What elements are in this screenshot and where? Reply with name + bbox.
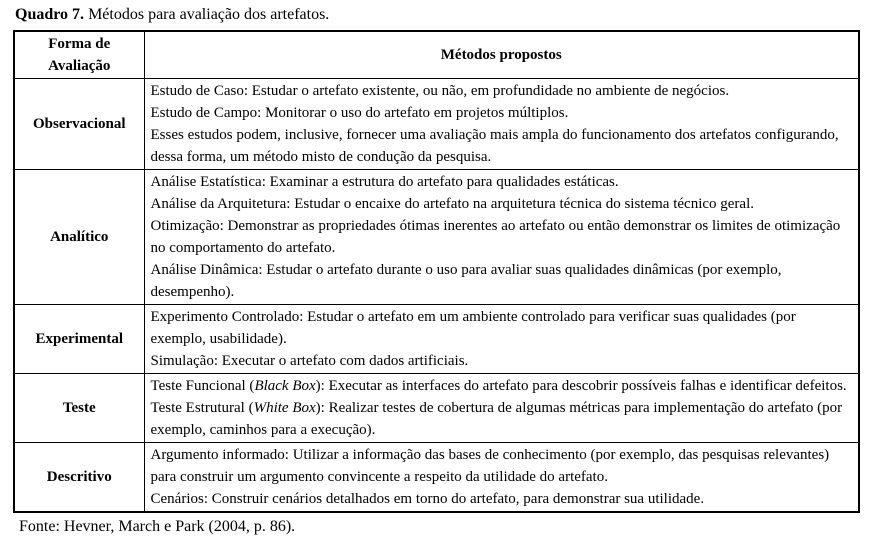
method-text: ): Realizar testes de cobertura de algumas métricas para implementação do artefato (por exemplo, caminhos para a execução).: [150, 400, 843, 438]
method-text: Experimento Controlado: Estudar o artefato em um ambiente controlado para verificar suas qualidades (por exemplo, usabilidade).: [150, 309, 796, 347]
method-text-italic: White Box: [253, 400, 316, 416]
method-paragraph: [151, 306, 853, 350]
method-text: Análise Estatística: Examinar a estrutura do artefato para qualidades estáticas.: [150, 174, 619, 190]
method-paragraph: [151, 350, 853, 372]
row-methods-cell: [144, 170, 859, 305]
method-paragraph: [151, 171, 853, 193]
header-metodos-propostos: Métodos propostos: [144, 31, 859, 79]
method-text: Análise Dinâmica: Estudar o artefato durante o uso para avaliar suas qualidades dinâmicas (por exemplo, desempenho).: [150, 262, 782, 300]
method-paragraph: [151, 259, 853, 303]
row-label: Descritivo: [14, 443, 144, 513]
method-text: Simulação: Executar o artefato com dados artificiais.: [150, 353, 469, 369]
method-text: Análise da Arquitetura: Estudar o encaixe do artefato na arquitetura técnica do sistema técnico geral.: [150, 196, 754, 212]
method-paragraph: [151, 488, 853, 510]
method-text: Esses estudos podem, inclusive, fornecer uma avaliação mais ampla do funcionamento dos artefatos configurando, dessa forma, um método misto de condução da pesquisa.: [150, 127, 839, 165]
row-methods-cell: [144, 374, 859, 443]
method-paragraph: [151, 193, 853, 215]
method-paragraph: [151, 215, 853, 259]
method-paragraph: [151, 124, 853, 168]
method-text: Otimização: Demonstrar as propriedades ótimas inerentes ao artefato ou então demonstrar os limites de otimização no comportamento do artefato.: [150, 218, 841, 256]
table-row-observacional: [14, 79, 859, 170]
method-paragraph: [151, 375, 853, 397]
source-note: Fonte: Hevner, March e Park (2004, p. 86).: [19, 518, 296, 535]
table-row-teste: [14, 374, 859, 443]
method-text: ): Executar as interfaces do artefato para descobrir possíveis falhas e identificar defeitos.: [315, 378, 847, 394]
row-methods-cell: [144, 305, 859, 374]
table-row-descritivo: [14, 443, 859, 513]
table-row-experimental: [14, 305, 859, 374]
row-label: Analítico: [14, 170, 144, 305]
method-text: Teste Funcional (: [150, 378, 255, 394]
row-label: Experimental: [14, 305, 144, 374]
table-caption: [15, 5, 865, 25]
caption-text: Métodos para avaliação dos artefatos.: [84, 6, 330, 23]
method-text: Teste Estrutural (: [150, 400, 254, 416]
row-methods-cell: [144, 79, 859, 170]
method-text: Estudo de Campo: Monitorar o uso do artefato em projetos múltiplos.: [150, 105, 569, 121]
row-label: Observacional: [14, 79, 144, 170]
method-paragraph: [151, 102, 853, 124]
methods-table: [13, 30, 860, 513]
caption-label: Quadro 7.: [15, 6, 85, 23]
table-row-analitico: [14, 170, 859, 305]
row-methods-cell: [144, 443, 859, 513]
header-row: [14, 31, 859, 79]
method-paragraph: [151, 397, 853, 441]
method-paragraph: [151, 444, 853, 488]
method-paragraph: [151, 80, 853, 102]
row-label: Teste: [14, 374, 144, 443]
method-text: Estudo de Caso: Estudar o artefato existente, ou não, em profundidade no ambiente de negócios.: [150, 83, 730, 99]
method-text: Argumento informado: Utilizar a informação das bases de conhecimento (por exemplo, das pesquisas relevantes) para construir um argumento convincente a respeito da utilidade do artefato.: [150, 447, 830, 485]
method-text-italic: Black Box: [254, 378, 316, 394]
header-forma-de-avaliacao: Forma de Avaliação: [14, 31, 144, 79]
method-text: Cenários: Construir cenários detalhados em torno do artefato, para demonstrar sua utilidade.: [150, 491, 705, 507]
